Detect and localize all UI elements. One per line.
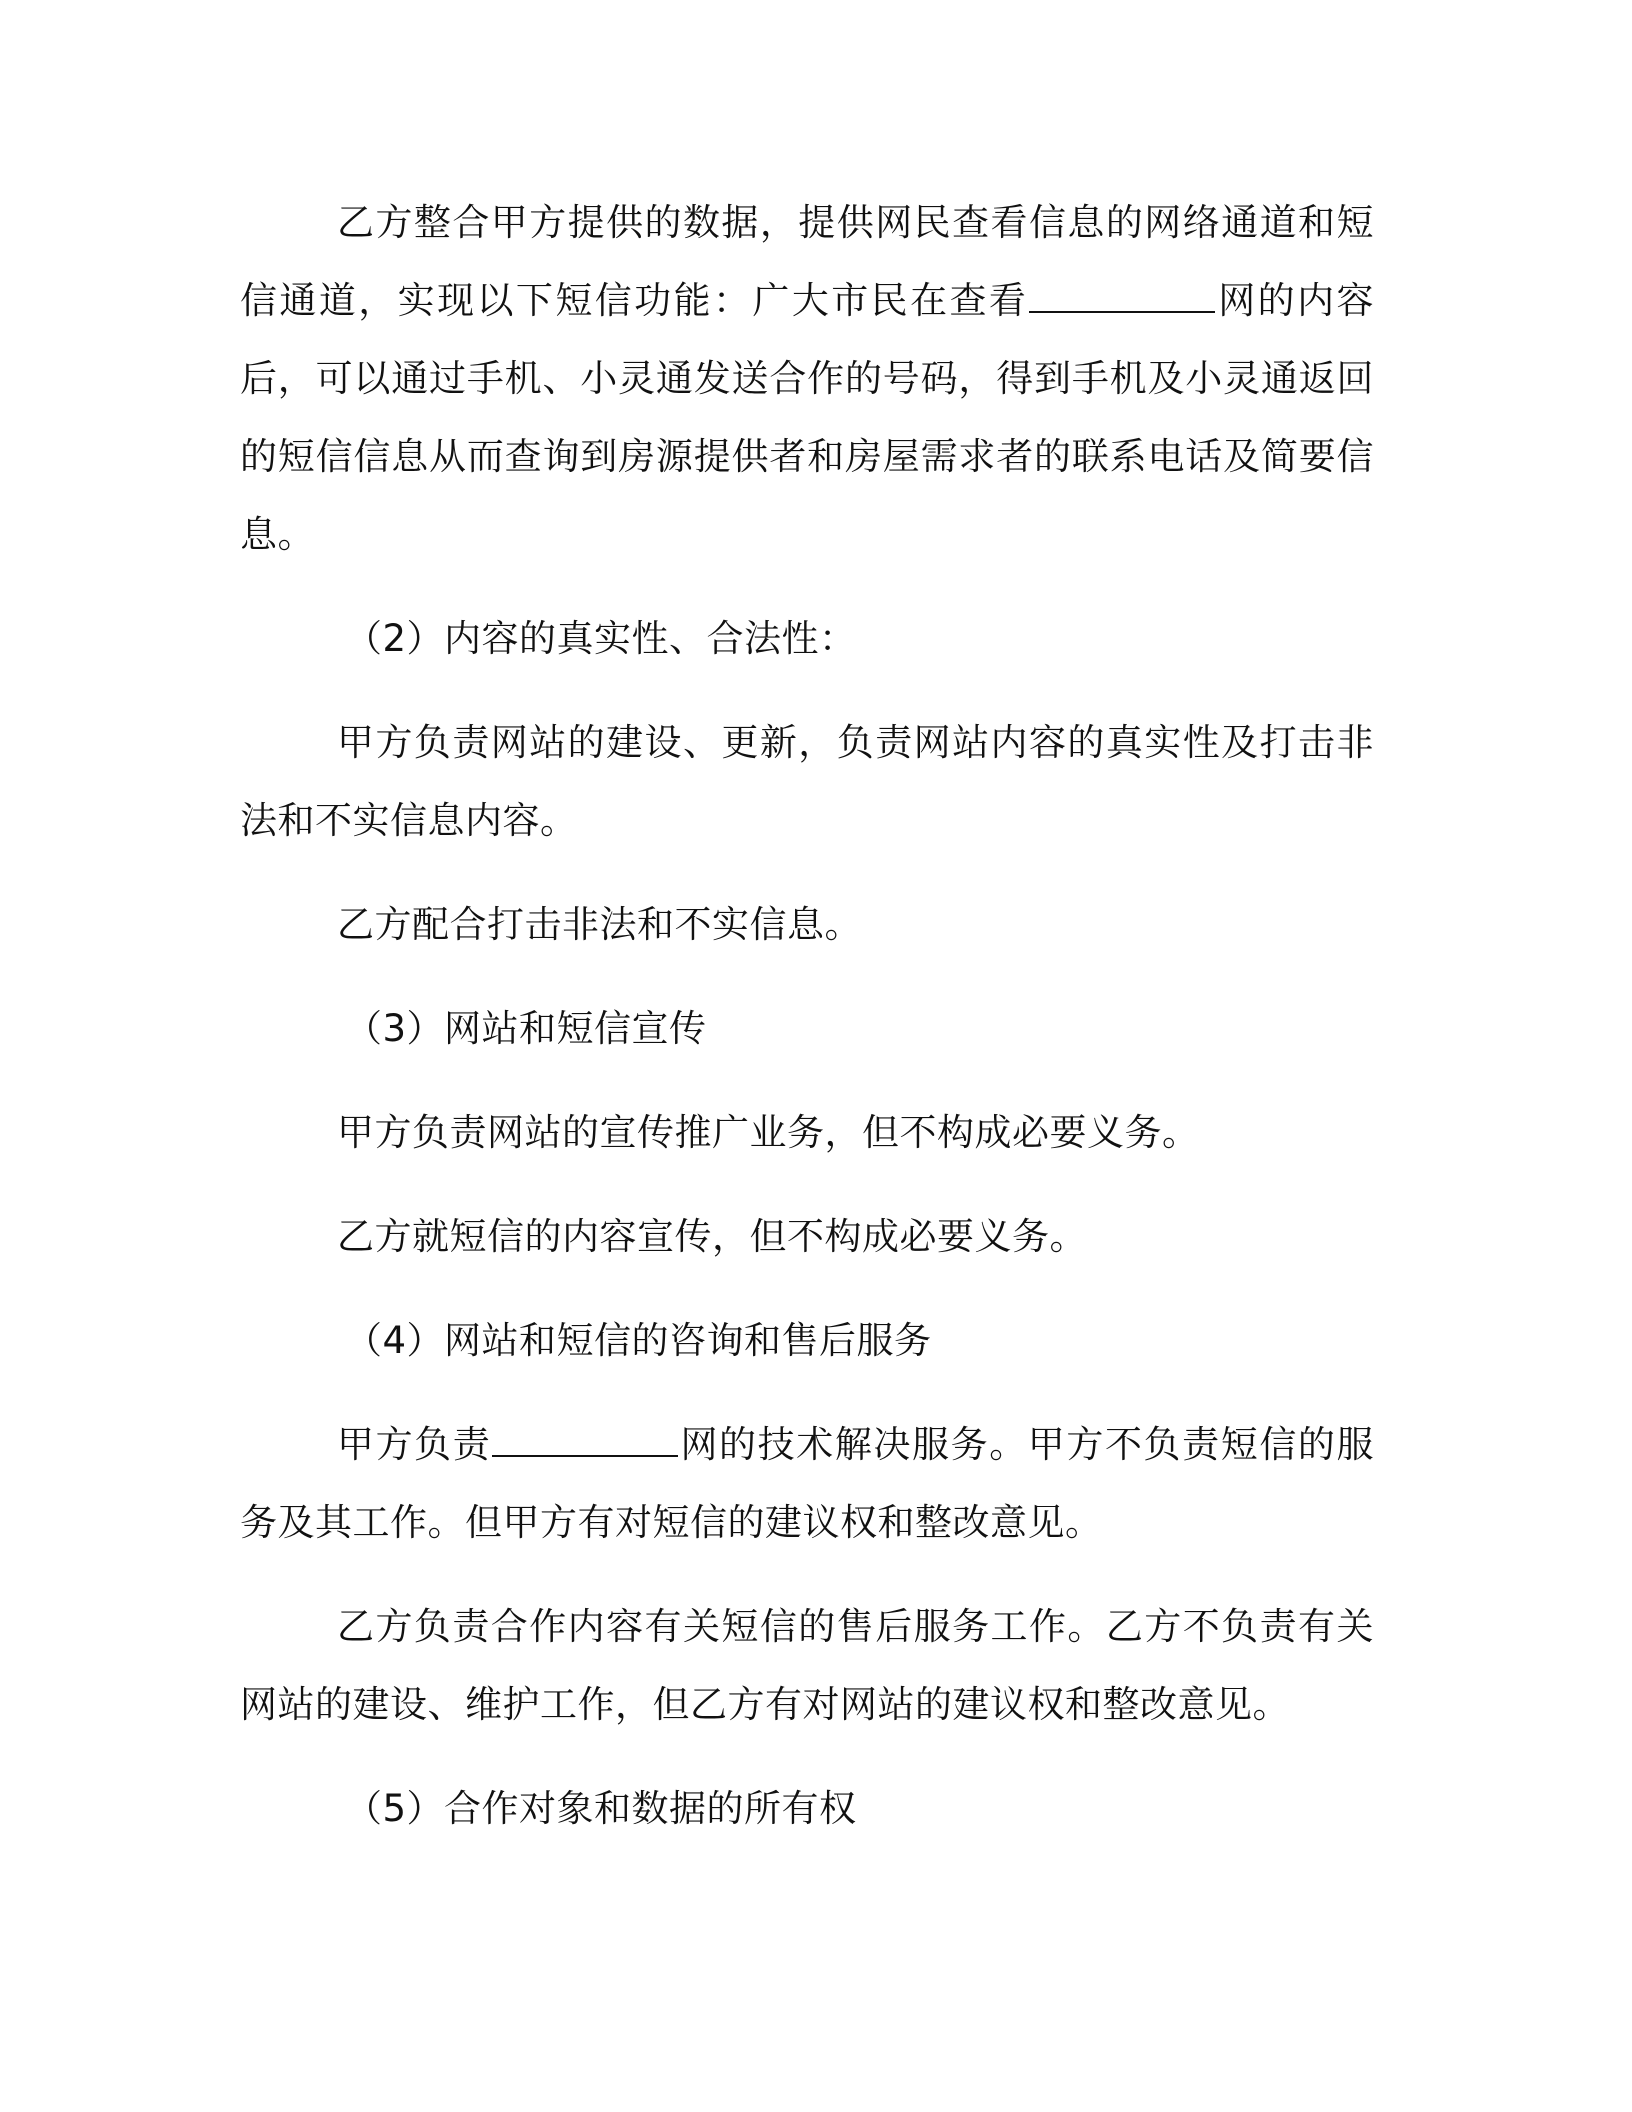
paragraph-sms-function [240,184,1374,574]
paragraph-party-a-tech-service [240,1406,1374,1562]
section-heading-2: （2）内容的真实性、合法性： [345,617,857,660]
paragraph-party-a-website: 甲方负责网站的建设、更新，负责网站内容的真实性及打击非法和不实信息内容。 [240,721,1374,842]
paragraph-text: 甲方负责 [337,1423,492,1466]
paragraph-party-b-promotion: 乙方就短信的内容宣传，但不构成必要义务。 [337,1215,1087,1258]
paragraph-text: 网的技术解决服务。甲方不负责短信的服务及其工作。但甲方有对短信的建议权和整改意见。 [240,1423,1375,1544]
paragraph-text: 乙方整合甲方提供的数据，提供网民查看信息的网络通道和短信通道，实现以下短信功能：广大市民在查看 [240,201,1374,322]
section-heading-5: （5）合作对象和数据的所有权 [345,1787,857,1830]
fill-in-blank [1029,310,1215,313]
section-heading-4: （4）网站和短信的咨询和售后服务 [345,1319,932,1362]
paragraph-party-b-after-sales: 乙方负责合作内容有关短信的售后服务工作。乙方不负责有关网站的建设、维护工作，但乙方有对网站的建议权和整改意见。 [240,1605,1374,1726]
document-body [240,184,1374,1848]
paragraph-party-b-cooperate: 乙方配合打击非法和不实信息。 [337,903,862,946]
paragraph-party-a-promotion: 甲方负责网站的宣传推广业务，但不构成必要义务。 [337,1111,1200,1154]
paragraph-text: 网的内容后，可以通过手机、小灵通发送合作的号码，得到手机及小灵通返回的短信信息从而查询到房源提供者和房屋需求者的联系电话及简要信息。 [240,279,1375,556]
section-heading-3: （3）网站和短信宣传 [345,1007,707,1050]
fill-in-blank [492,1454,678,1457]
